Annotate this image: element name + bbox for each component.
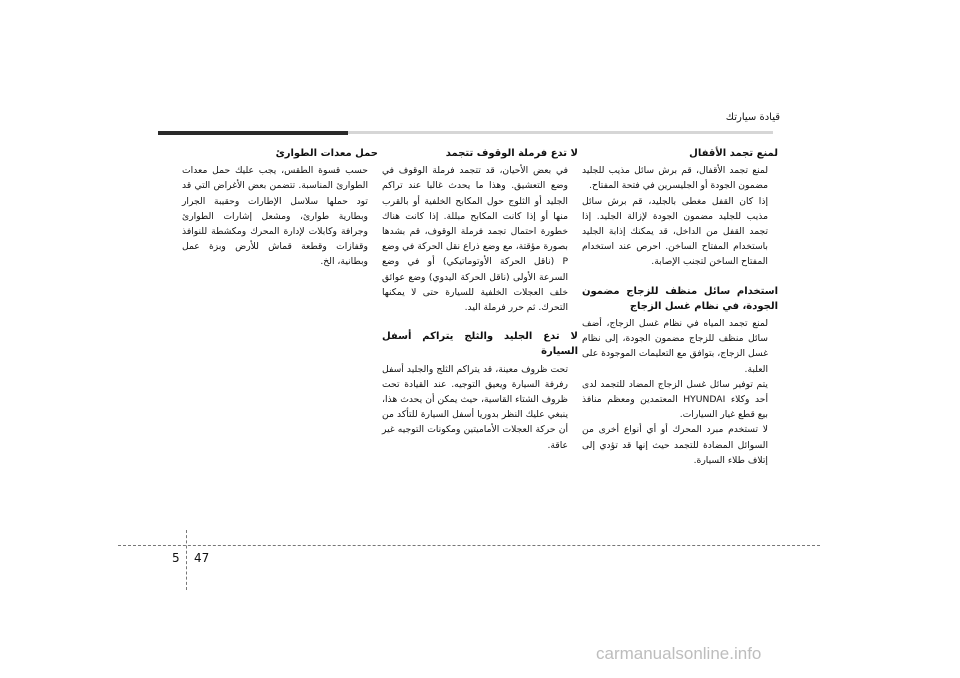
paragraph-locks-1: لمنع تجمد الأقفال، قم برش سائل مذيب للجليد مضمون الجودة أو الجليسرين في فتحة المفتاح.: [582, 165, 768, 192]
page-number: 47: [194, 551, 210, 565]
watermark: carmanualsonline.info: [596, 644, 762, 663]
header-bar: [158, 131, 348, 135]
section-title-emergency: حمل معدات الطوارئ: [275, 148, 378, 159]
paragraph-locks-2: إذا كان القفل مغطى بالجليد، قم برش سائل مذيب للجليد مضمون الجودة لإزالة الجليد. إذا تجمد القفل من الداخل، قد يمكنك إذابة الجليد باستخدام المفتاح الساخن. احرص عند استخدام المفتاح الساخن لتجنب الإصابة.: [582, 195, 768, 268]
paragraph-ice-buildup: تحت ظروف معينة، قد يتراكم الثلج والجليد أسفل رفرفة السيارة ويعيق التوجيه. عند القيادة تحت ظروف الشتاء القاسية، حيث يمكن أن يحدث هذا، ينبغي عليك النظر بدوريا أسفل السيارة للتأكد من أن حركة العجلات الأماميتين ومكونات التوجيه غير عاقة.: [382, 363, 568, 451]
section-title-parking-brake: لا تدع فرملة الوقوف تتجمد: [445, 148, 578, 159]
section-title-locks: لمنع تجمد الأقفال: [689, 148, 778, 159]
column-right: [582, 146, 778, 468]
column-left: [182, 146, 378, 270]
section-title-ice-buildup: لا تدع الجليد والثلج يتراكم أسفل السيارة: [382, 331, 578, 358]
column-middle: [382, 146, 578, 453]
paragraph-washer-2: يتم توفير سائل غسل الزجاج المضاد للتجمد لدى أحد وكلاء HYUNDAI المعتمدين ومعظم منافذ بيع قطع غيار السيارات.: [582, 378, 768, 421]
paragraph-washer-1: لمنع تجمد المياه في نظام غسل الزجاج، أضف سائل منظف للزجاج مضمون الجودة، إلى نظام غسل الزجاج، بتوافق مع التعليمات الموجودة على العلبة.: [582, 318, 768, 375]
section-title-washer: استخدام سائل منظف للزجاج مضمون الجودة، في نظام غسل الزجاج: [582, 285, 778, 312]
footer-rule: [118, 545, 820, 546]
paragraph-parking-brake: في بعض الأحيان، قد تتجمد فرملة الوقوف في وضع التعشيق. وهذا ما يحدث غالبا عند تراكم الجليد أو الثلوج حول المكابح الخلفية أو بالقرب منها أو إذا كانت المكابح مبللة. إذا كانت هناك خطورة احتمال تجمد فرملة الوقوف، قم بشدها بصورة مؤقتة، مع وضع ذراع نقل الحركة في وضع P (ناقل الحركة الأوتوماتيكي) أو في وضع السرعة الأولى (ناقل الحركة اليدوي) وضع عوائق خلف العجلات الخلفية للسيارة حتى لا يمكنها التحرك. ثم حرر فرملة اليد.: [382, 165, 568, 314]
crop-mark: [186, 530, 187, 590]
paragraph-washer-3: لا تستخدم مبرد المحرك أو أي أنواع أخرى من السوائل المضادة للتجمد حيث إنها قد تؤدي إلى إتلاف طلاء السيارة.: [582, 424, 768, 466]
chapter-number: 5: [172, 551, 180, 565]
paragraph-emergency: حسب قسوة الطقس، يجب عليك حمل معدات الطوارئ المناسبة. تتضمن بعض الأغراض التي قد تود حملها سلاسل الإطارات وحقيبة الجرار وبطارية طوارئ، ومشعل إشارات الطوارئ وجرافة وكابلات لإدارة المحرك ومكشطة للنوافذ وقفازات وقطعة قماش للأرض وبزة عمل وبطانية، الخ.: [182, 165, 368, 268]
page-header: قيادة سيارتك: [725, 112, 780, 123]
